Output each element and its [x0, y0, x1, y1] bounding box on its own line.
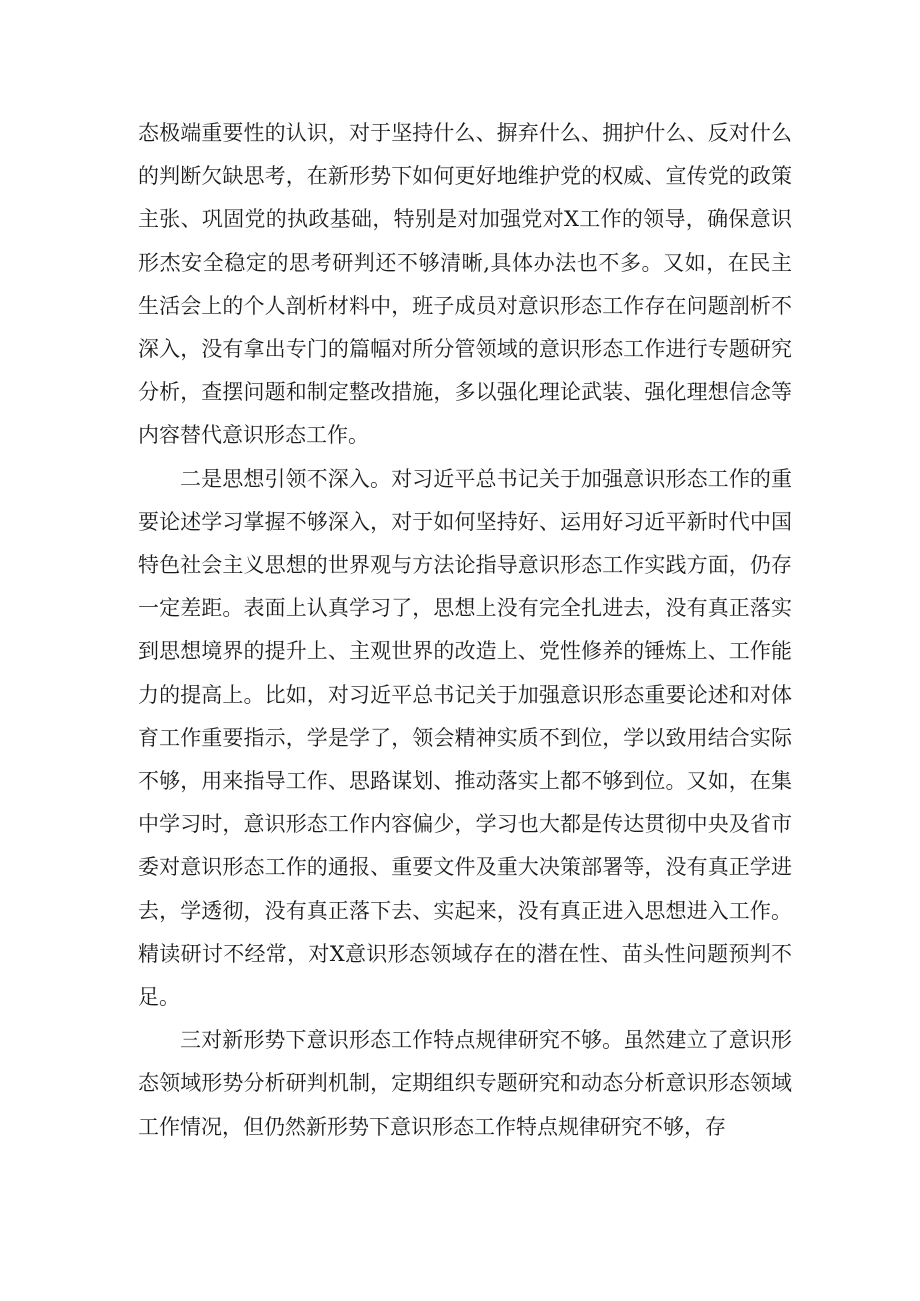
paragraph-research-rules: 三对新形势下意识形态工作特点规律研究不够。虽然建立了意识形态领域形势分析研判机制，定期组织专题研究和动态分析意识形态领域工作情况，但仍然新形势下意识形态工作特点规律研究不够，存	[138, 1028, 792, 1139]
document-body	[138, 112, 792, 1149]
paragraph-ideological-guidance: 二是思想引领不深入。对习近平总书记关于加强意识形态工作的重要论述学习掌握不够深入，对于如何坚持好、运用好习近平新时代中国特色社会主义思想的世界观与方法论指导意识形态工作实践方面，仍存一定差距。表面上认真学习了，思想上没有完全扎进去，没有真正落实到思想境界的提升上、主观世界的改造上、党性修养的锤炼上、工作能力的提高上。比如，对习近平总书记关于加强意识形态重要论述和对体育工作重要指示，学是学了，领会精神实质不到位，学以致用结合实际不够，用来指导工作、思路谋划、推动落实上都不够到位。又如，在集中学习时，意识形态工作内容偏少，学习也大都是传达贯彻中央及省市委对意识形态工作的通报、重要文件及重大决策部署等，没有真正学进去，学透彻，没有真正落下去、实起来，没有真正进入思想进入工作。精读研讨不经常，对X意识形态领域存在的潜在性、苗头性问题预判不足。	[138, 466, 792, 1010]
paragraph-continuation: 态极端重要性的认识，对于坚持什么、摒弃什么、拥护什么、反对什么的判断欠缺思考，在新形势下如何更好地维护党的权威、宣传党的政策主张、巩固党的执政基础，特别是对加强党对X工作的领导，确保意识形杰安全稳定的思考研判还不够清晰,具体办法也不多。又如，在民主生活会上的个人剖析材料中，班子成员对意识形态工作存在问题剖析不深入，没有拿出专门的篇幅对所分管领域的意识形态工作进行专题研究分析，查摆问题和制定整改措施，多以强化理论武装、强化理想信念等内容替代意识形态工作。	[138, 121, 792, 448]
